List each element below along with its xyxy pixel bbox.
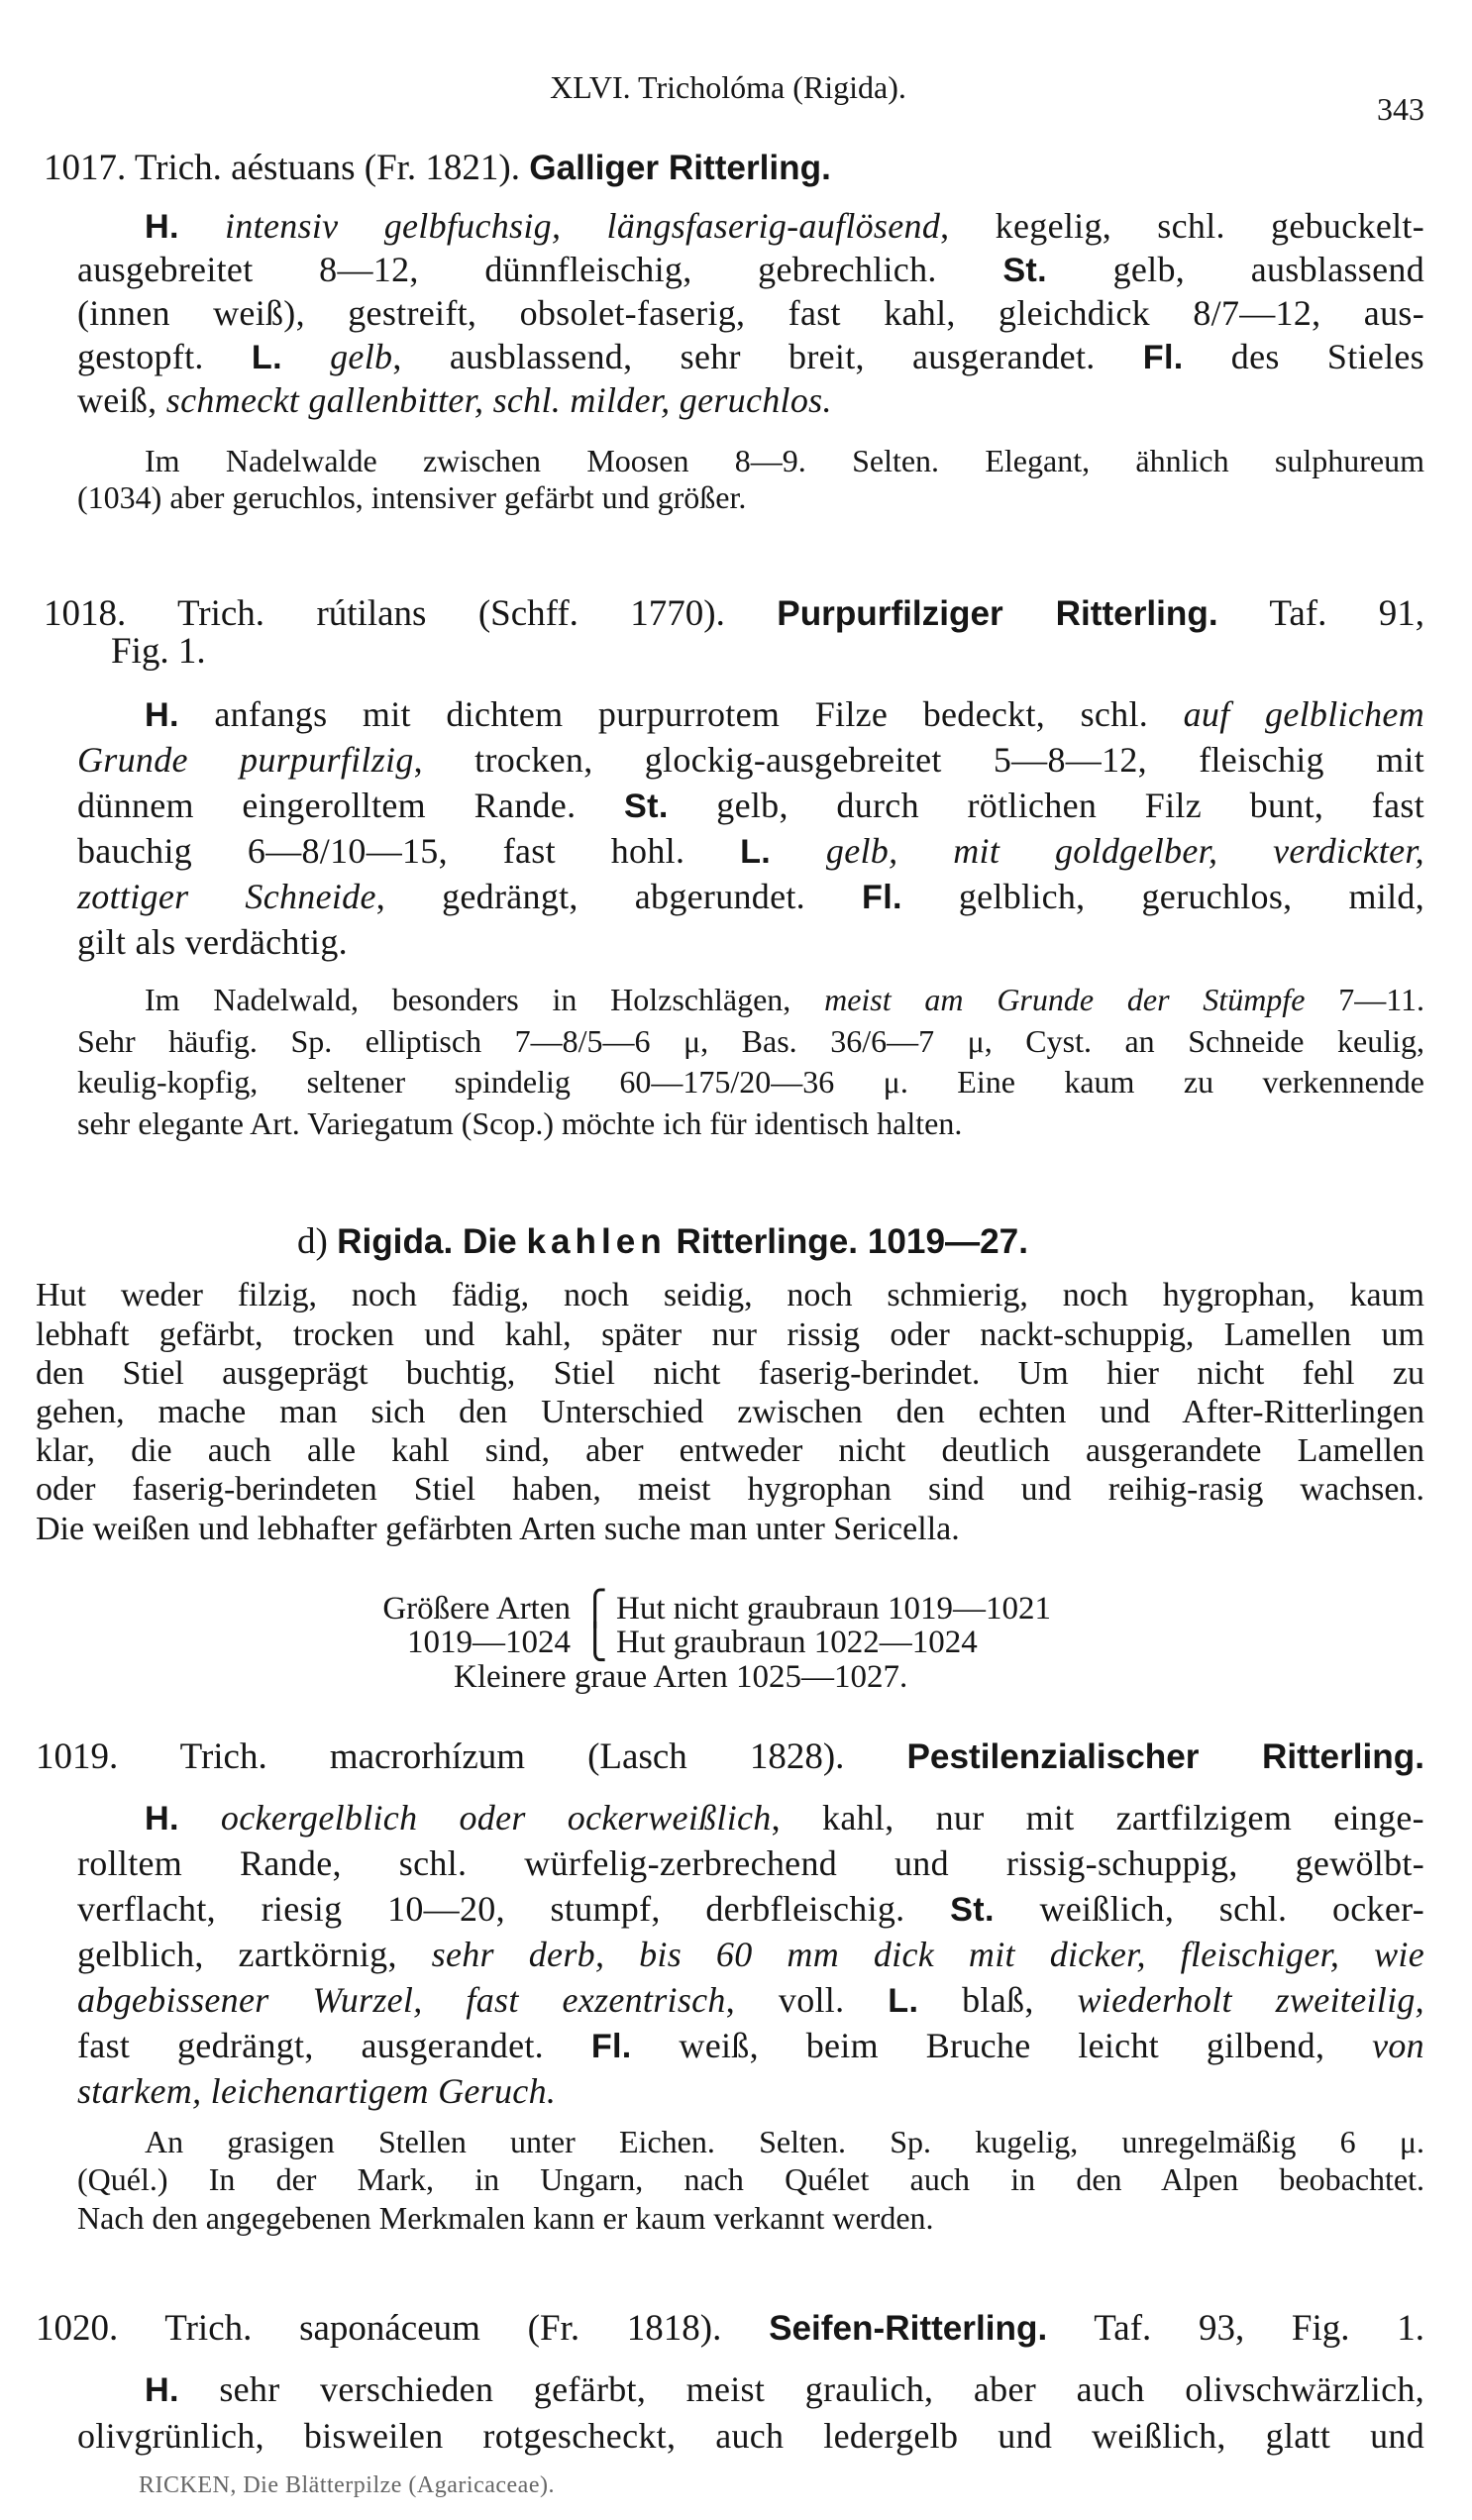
text: Im Nadelwald, besonders in Holzschlägen, — [145, 982, 825, 1018]
text: (Quél.) In der Mark, in Ungarn, nach Quélet auch in den Alpen beobachtet. — [77, 2161, 1424, 2198]
text-block-s1018 — [77, 980, 1424, 1144]
bold-text: L. — [888, 1982, 919, 2020]
text: Nach den angegebenen Merkmalen kann er kaum verkannt werden. — [77, 2199, 934, 2236]
key-larger-range: 1019—1024 — [407, 1625, 571, 1660]
text: gelb, durch rötlichen Filz bunt, fast — [668, 786, 1424, 825]
bold-text: L. — [251, 339, 282, 376]
italic-text: intensiv gelbfuchsig, längsfaserig-auflösend — [178, 206, 941, 246]
text: 1019. Trich. macrorhízum (Lasch 1828). — [36, 1736, 907, 1777]
text-line — [36, 1510, 1424, 1548]
text: gelblich, geruchlos, mild, — [901, 877, 1424, 916]
text: weiß, beim Bruche leicht gilbend, — [631, 2026, 1373, 2065]
text-block-t1018 — [44, 595, 1424, 671]
italic-text: sehr derb, bis 60 mm dick mit dicker, fleischiger, wie — [431, 1935, 1424, 1974]
text: dünnem eingerolltem Rande. — [77, 786, 625, 825]
text: Fig. 1. — [111, 631, 206, 672]
bold-text: L. — [740, 833, 772, 871]
text-line — [36, 1431, 1424, 1470]
text: (innen weiß), gestreift, obsolet-faserig, fast kahl, gleichdick 8/7—12, aus- — [77, 293, 1424, 333]
text: anfangs mit dichtem purpurrotem Filze bedeckt, schl. — [178, 694, 1184, 734]
text-line — [77, 2023, 1424, 2068]
text-line — [77, 2413, 1424, 2460]
text: Im Nadelwalde zwischen Moosen 8—9. Selten. Elegant, ähnlich sulphureum — [145, 442, 1424, 478]
text-line — [36, 1276, 1424, 1314]
bold-text: H. — [145, 208, 179, 246]
text: lebhaft gefärbt, trocken und kahl, später nur rissig oder nackt-schuppig, Lamellen um — [36, 1315, 1424, 1353]
text: fast gedrängt, ausgerandet. — [77, 2026, 591, 2065]
text-block-b1019 — [77, 1795, 1424, 2114]
text: gehen, mache man sich den Unterschied zwischen den echten und After-Ritterlingen — [36, 1393, 1424, 1430]
bold-text: Fl. — [590, 2028, 632, 2065]
text-line — [77, 1795, 1424, 1840]
bold-text: Purpurfilziger Ritterling. — [777, 594, 1218, 633]
text: keulig-kopfig, seltener spindelig 60—175/20—36 μ. Eine kaum zu verkennende — [77, 1064, 1424, 1101]
text-line — [77, 691, 1424, 737]
bold-text: Rigida. Die — [337, 1222, 527, 1261]
italic-text: auf gelblichem — [1183, 694, 1424, 734]
bold-text: kahlen — [526, 1222, 667, 1261]
text-block-s1019 — [77, 2123, 1424, 2238]
text — [179, 1798, 221, 1838]
text: 1017. Trich. aéstuans (Fr. 1821). — [44, 148, 530, 188]
text-line — [77, 248, 1424, 291]
text-line — [44, 633, 1424, 671]
text-line — [77, 291, 1424, 335]
text-line — [297, 1220, 1424, 1264]
italic-text: Grunde purpurfilzig — [77, 740, 414, 780]
italic-text: meist am Grunde der Stümpfe — [824, 982, 1306, 1018]
bold-text: Seifen-Ritterling. — [769, 2309, 1048, 2348]
text: , kegelig, schl. gebuckelt- — [940, 206, 1424, 246]
bold-text: St. — [950, 1891, 995, 1929]
text-line — [77, 1886, 1424, 1932]
italic-text: zottiger Schneide — [77, 877, 376, 916]
text-line — [36, 1735, 1424, 1779]
text-line — [77, 2366, 1424, 2413]
text: , gedrängt, abgerundet. — [375, 877, 863, 916]
bold-text: St. — [1002, 252, 1047, 289]
text-block-b1018 — [77, 691, 1424, 965]
text: , voll. — [725, 1980, 889, 2020]
text: klar, die auch alle kahl sind, aber entweder nicht deutlich ausgerandete Lamellen — [36, 1432, 1424, 1470]
text: sehr elegante Art. Variegatum (Scop.) möchte ich für identisch halten. — [77, 1104, 963, 1141]
text: des Stieles — [1183, 337, 1424, 376]
text-line — [77, 2199, 1424, 2238]
text: , trocken, glockig-ausgebreitet 5—8—12, fleischig mit — [413, 740, 1424, 780]
text-line — [77, 1021, 1424, 1063]
text-line — [77, 980, 1424, 1021]
bold-text: H. — [145, 696, 179, 734]
text: sehr verschieden gefärbt, meist graulich, aber auch olivschwärzlich, — [178, 2368, 1424, 2409]
text-line — [77, 828, 1424, 874]
italic-text: starkem, leichenartigem Geruch. — [77, 2071, 557, 2111]
key-smaller-species: Kleinere graue Arten 1025—1027. — [454, 1659, 908, 1695]
text-line — [44, 595, 1424, 633]
text-line — [77, 1062, 1424, 1103]
text: Hut weder filzig, noch fädig, noch seidig, noch schmierig, noch hygrophan, kaum — [36, 1277, 1424, 1314]
text: Taf. 93, Fig. 1. — [1047, 2308, 1424, 2349]
text-block-para — [36, 1276, 1424, 1547]
bold-text: Fl. — [1142, 339, 1184, 376]
text: blaß, — [918, 1980, 1078, 2020]
text-block-t1017 — [44, 147, 1424, 190]
key-brace-top: ⎧ — [582, 1591, 608, 1628]
text: , kahl, nur mit zartfilzigem einge- — [771, 1798, 1424, 1838]
page-number: 343 — [1377, 91, 1424, 127]
running-header: XLVI. Tricholóma (Rigida). — [550, 69, 906, 105]
key-option-not-greybrown: Hut nicht graubraun 1019—1021 — [616, 1591, 1052, 1627]
text-block-b1017 — [77, 204, 1424, 422]
text: olivgrünlich, bisweilen rotgescheckt, auch ledergelb und weißlich, glatt und — [77, 2415, 1424, 2456]
text: Die weißen und lebhafter gefärbten Arten suche man unter Sericella. — [36, 1510, 960, 1547]
key-option-greybrown: Hut graubraun 1022—1024 — [616, 1625, 978, 1660]
text: , ausblassend, sehr breit, ausgerandet. — [392, 337, 1143, 376]
text-line — [77, 335, 1424, 378]
text-block-b1020 — [77, 2366, 1424, 2460]
text-line — [36, 1315, 1424, 1354]
text: gelblich, zartkörnig, — [77, 1935, 432, 1974]
text-line — [77, 737, 1424, 783]
text: d) — [297, 1221, 338, 1262]
text: gelb, ausblassend — [1046, 250, 1424, 289]
text: Taf. 91, — [1217, 593, 1425, 634]
key-larger-species: Größere Arten — [382, 1591, 571, 1627]
text-line — [77, 1977, 1424, 2023]
text: ausgebreitet 8—12, dünnfleischig, gebrechlich. — [77, 250, 1003, 289]
text-line — [77, 204, 1424, 248]
text — [771, 831, 826, 871]
text-line — [77, 378, 1424, 422]
text-block-sec — [297, 1220, 1424, 1264]
text: (1034) aber geruchlos, intensiver gefärbt und größer. — [77, 478, 747, 515]
key-brace-bottom: ⎩ — [582, 1625, 608, 1661]
text: 7—11. — [1305, 982, 1425, 1018]
text: An grasigen Stellen unter Eichen. Selten. Sp. kugelig, unregelmäßig 6 μ. — [145, 2123, 1424, 2159]
text-line — [77, 874, 1424, 919]
text: verflacht, riesig 10—20, stumpf, derbfleischig. — [77, 1889, 951, 1929]
text-line — [36, 1470, 1424, 1509]
text-line — [77, 1103, 1424, 1145]
text: gilt als verdächtig. — [77, 922, 348, 962]
text: oder faserig-berindeten Stiel haben, meist hygrophan sind und reihig-rasig wachsen. — [36, 1471, 1424, 1509]
italic-text: ockergelblich oder ockerweißlich — [220, 1798, 772, 1838]
text: Sehr häufig. Sp. elliptisch 7—8/5—6 μ, Bas. 36/6—7 μ, Cyst. an Schneide keulig, — [77, 1022, 1424, 1059]
italic-text: wiederholt zweiteilig, — [1077, 1980, 1424, 2020]
text-line — [77, 1840, 1424, 1886]
text-line — [44, 147, 1424, 190]
text-line — [77, 919, 1424, 965]
text-line — [77, 2123, 1424, 2161]
italic-text: gelb, mit goldgelber, verdickter, — [825, 831, 1424, 871]
text: rolltem Rande, schl. würfelig-zerbrechend und rissig-schuppig, gewölbt- — [77, 1843, 1424, 1883]
text-block-s1017 — [77, 443, 1424, 516]
italic-text: von — [1372, 2026, 1424, 2065]
bold-text: Pestilenzialischer Ritterling. — [906, 1737, 1424, 1776]
bold-text: H. — [145, 2370, 179, 2409]
bold-text: Fl. — [862, 879, 902, 916]
italic-text: abgebissener Wurzel, fast exzentrisch — [77, 1980, 726, 2020]
text-line — [36, 2307, 1424, 2351]
text-line — [77, 2160, 1424, 2199]
bold-text: Galliger Ritterling. — [529, 149, 831, 187]
text: weißlich, schl. ocker- — [994, 1889, 1424, 1929]
text-line — [36, 1354, 1424, 1393]
text-line — [77, 479, 1424, 516]
footer-signature: RICKEN, Die Blätterpilze (Agaricaceae). — [139, 2472, 555, 2498]
text — [282, 337, 330, 376]
text: 1018. Trich. rútilans (Schff. 1770). — [44, 593, 778, 634]
text: 1020. Trich. saponáceum (Fr. 1818). — [36, 2308, 770, 2349]
text-line — [36, 1393, 1424, 1431]
text-line — [77, 1932, 1424, 1977]
text: gestopft. — [77, 337, 252, 376]
text: bauchig 6—8/10—15, fast hohl. — [77, 831, 741, 871]
bold-text: Ritterlinge. 1019—27. — [666, 1222, 1028, 1261]
text-block-t1020 — [36, 2307, 1424, 2351]
text-line — [77, 783, 1424, 828]
text-line — [77, 443, 1424, 479]
italic-text: gelb — [330, 337, 393, 376]
text: weiß, — [77, 380, 166, 420]
bold-text: St. — [624, 788, 669, 825]
text: den Stiel ausgeprägt buchtig, Stiel nicht faserig-berindet. Um hier nicht fehl zu — [36, 1354, 1424, 1392]
text-line — [77, 2068, 1424, 2114]
italic-text: schmeckt gallenbitter, schl. milder, geruchlos. — [165, 380, 832, 420]
bold-text: H. — [145, 1800, 179, 1838]
text-block-t1019 — [36, 1735, 1424, 1779]
